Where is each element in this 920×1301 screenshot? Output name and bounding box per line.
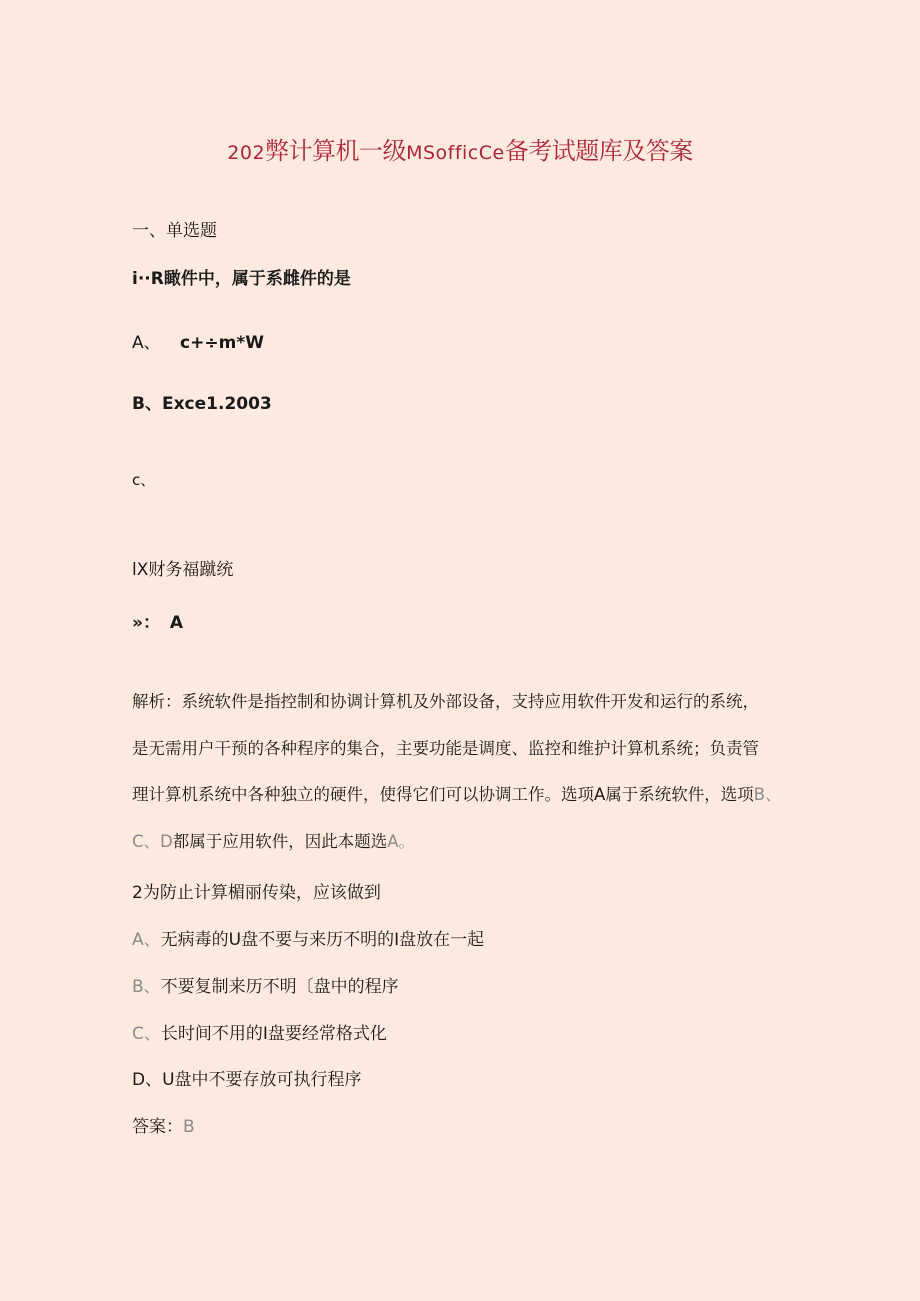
question-1-option-b bbox=[132, 392, 272, 416]
question-2-option-c bbox=[132, 1022, 387, 1046]
question-2-answer bbox=[132, 1115, 195, 1139]
answer-value: B bbox=[183, 1117, 195, 1137]
option-text: lX财务福蹴统 bbox=[132, 560, 234, 580]
option-label: A、 bbox=[132, 333, 161, 353]
section-heading: 一、单选题 bbox=[132, 221, 217, 241]
question-1-answer bbox=[132, 611, 183, 635]
explanation-line-4 bbox=[132, 830, 792, 854]
explanation-line-3 bbox=[132, 783, 792, 807]
page-title bbox=[0, 131, 920, 166]
option-text: Exce1.2003 bbox=[161, 394, 272, 414]
question-2-option-b bbox=[132, 975, 399, 999]
option-label: D、 bbox=[132, 1070, 163, 1090]
option-text: 长时间不用的I盘要经常格式化 bbox=[160, 1024, 387, 1044]
option-label: A、 bbox=[132, 930, 161, 950]
question-2-option-d bbox=[132, 1068, 362, 1092]
answer-label: 答案： bbox=[132, 1117, 183, 1137]
title-part2: 备考试题库及答案 bbox=[504, 137, 693, 165]
question-1-prompt: i··R瞰件中，属于系雌件的是 bbox=[132, 269, 351, 289]
option-text: 不要复制来历不明〔盘中的程序 bbox=[160, 977, 399, 997]
option-text: 无病毒的U盘不要与来历不明的I盘放在一起 bbox=[160, 930, 485, 950]
question-1-option-c bbox=[132, 468, 155, 492]
explanation-grey-end: A。 bbox=[387, 832, 416, 851]
explanation-grey-tail: B、 bbox=[753, 785, 782, 804]
option-label: C、 bbox=[132, 1024, 161, 1044]
question-2-option-a bbox=[132, 928, 484, 952]
title-latin: MSofficCe bbox=[406, 142, 505, 164]
explanation-grey-head: C、D bbox=[132, 832, 173, 851]
explanation-line-2: 是无需用户干预的各种程序的集合，主要功能是调度、监控和维护计算机系统；负责管 bbox=[132, 739, 759, 758]
option-text: U盘中不要存放可执行程序 bbox=[162, 1070, 362, 1090]
explanation-text: 理计算机系统中各种独立的硬件，使得它们可以协调工作。选项A属于系统软件，选项 bbox=[132, 785, 754, 804]
option-label: B、 bbox=[132, 977, 161, 997]
option-label: B、 bbox=[132, 394, 162, 414]
explanation-line-1: 解析：系统软件是指控制和协调计算机及外部设备，支持应用软件开发和运行的系统， bbox=[132, 692, 759, 711]
option-text: c+÷m*W bbox=[180, 333, 264, 353]
question-1-option-d bbox=[132, 558, 233, 582]
answer-value: A bbox=[169, 613, 184, 633]
question-1-option-a bbox=[132, 331, 264, 355]
question-2-prompt: 2为防止计算楣丽传染，应该做到 bbox=[132, 883, 381, 903]
title-year: 202 bbox=[227, 142, 266, 164]
title-part1: 弊计算机一级 bbox=[265, 137, 407, 165]
answer-label: »： bbox=[132, 613, 160, 633]
explanation-text: 都属于应用软件，因此本题选 bbox=[172, 832, 388, 851]
option-label: c、 bbox=[132, 471, 156, 489]
